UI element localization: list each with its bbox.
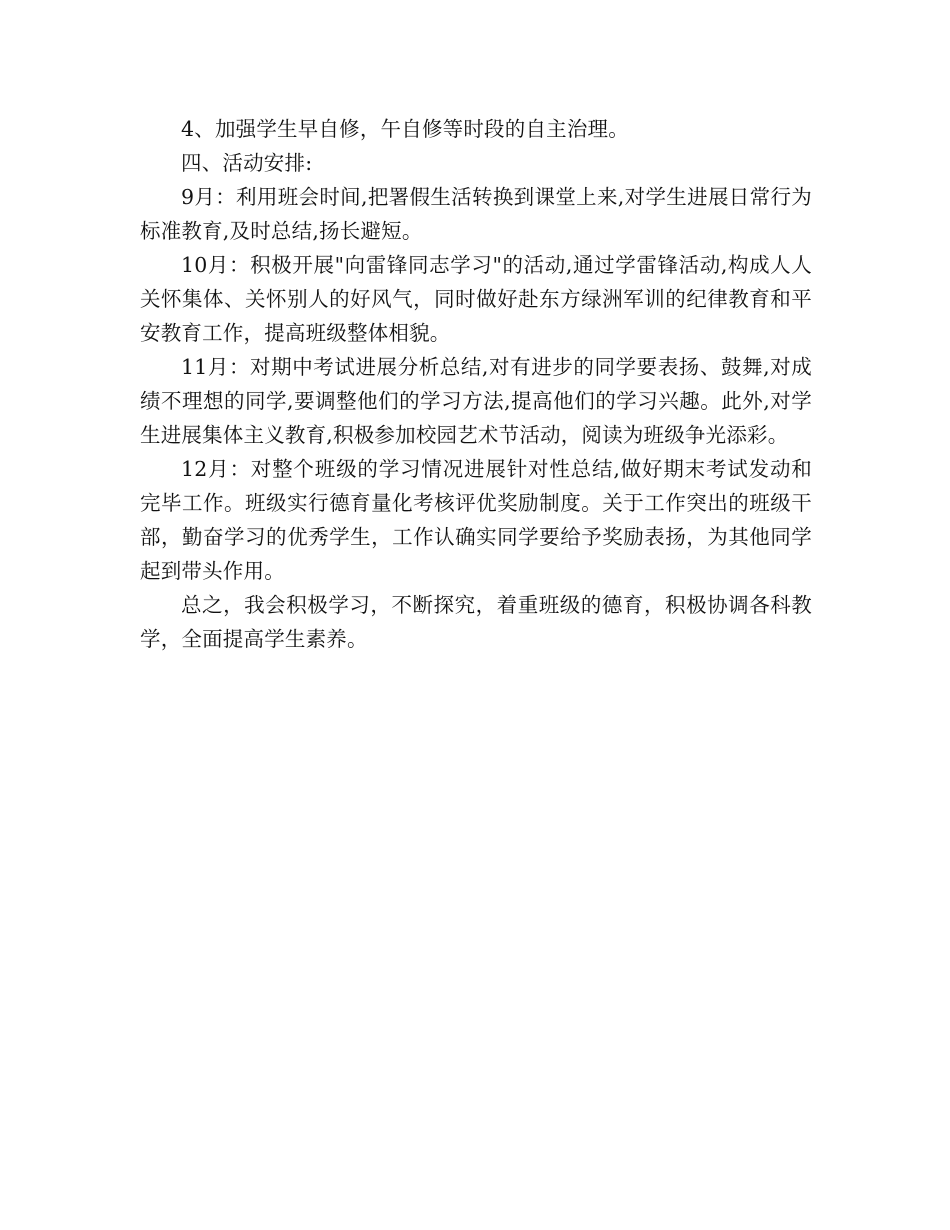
paragraph-item-4: 4、加强学生早自修，午自修等时段的自主治理。	[181, 117, 629, 141]
paragraph-october: 10月：积极开展"向雷锋同志学习"的活动,通过学雷锋活动,构成人人关怀集体、关怀别人的好风气，同时做好赴东方绿洲军训的纪律教育和平安教育工作，提高班级整体相貌。	[140, 253, 812, 345]
paragraph-december: 12月：对整个班级的学习情况进展针对性总结,做好期末考试发动和完毕工作。班级实行德育量化考核评优奖励制度。关于工作突出的班级干部，勤奋学习的优秀学生，工作认确实同学要给予奖励表扬，为其他同学起到带头作用。	[140, 457, 812, 583]
document-page	[140, 112, 812, 656]
paragraph-november: 11月：对期中考试进展分析总结,对有进步的同学要表扬、鼓舞,对成绩不理想的同学,要调整他们的学习方法,提高他们的学习兴趣。此外,对学生进展集体主义教育,积极参加校园艺术节活动，阅读为班级争光添彩。	[140, 355, 812, 447]
section-heading-activities: 四、活动安排:	[181, 151, 313, 175]
paragraph-conclusion: 总之，我会积极学习，不断探究，着重班级的德育，积极协调各科教学，全面提高学生素养。	[140, 593, 812, 651]
paragraph-september: 9月：利用班会时间,把署假生活转换到课堂上来,对学生进展日常行为标准教育,及时总结,扬长避短。	[140, 185, 812, 243]
